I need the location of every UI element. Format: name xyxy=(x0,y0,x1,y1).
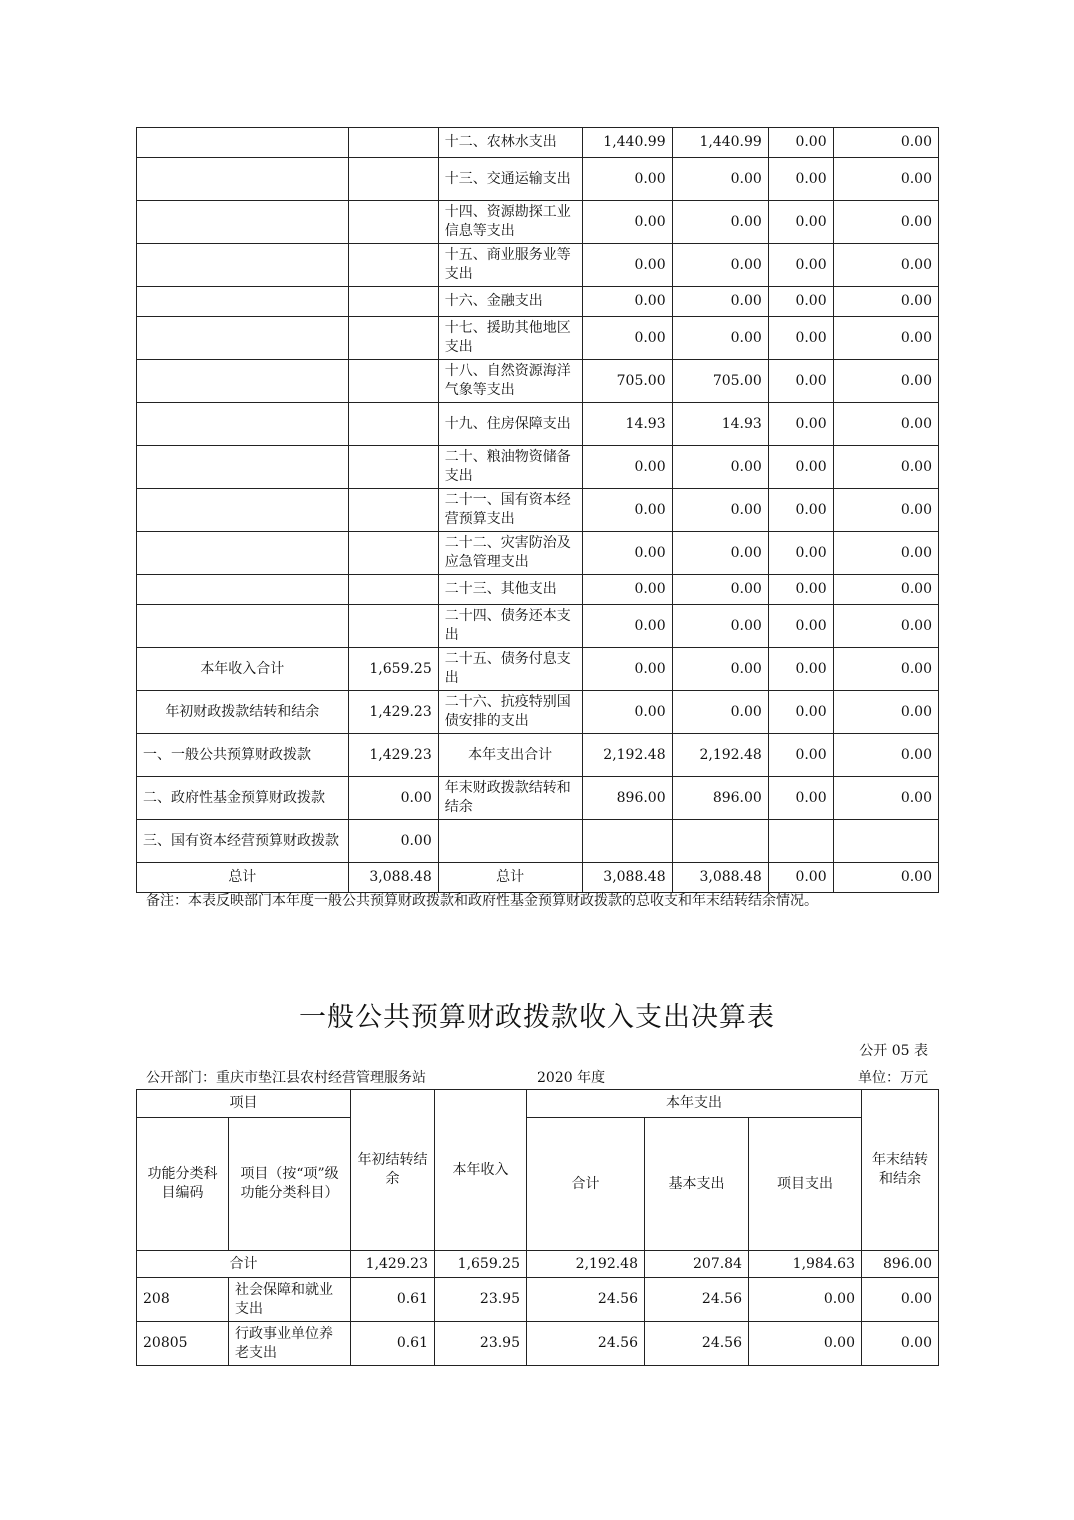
value-total: 0.00 xyxy=(582,244,672,287)
total-row-label: 合计 xyxy=(137,1251,351,1278)
value-total: 0.00 xyxy=(582,489,672,532)
value-4: 0.00 xyxy=(833,777,938,820)
table-row xyxy=(137,575,939,605)
value-2: 705.00 xyxy=(672,360,768,403)
value-2: 14.93 xyxy=(672,403,768,446)
value-3: 0.00 xyxy=(768,201,833,244)
header-basic: 基本支出 xyxy=(645,1118,749,1251)
value-3: 0.00 xyxy=(768,360,833,403)
left-label xyxy=(137,532,349,575)
expense-item: 二十二、灾害防治及应急管理支出 xyxy=(438,532,582,575)
value-2: 896.00 xyxy=(672,777,768,820)
value-3: 0.00 xyxy=(768,777,833,820)
row-basic: 24.56 xyxy=(645,1322,749,1366)
value-4: 0.00 xyxy=(833,648,938,691)
value-total: 0.00 xyxy=(582,287,672,317)
value-2: 0.00 xyxy=(672,605,768,648)
value-total xyxy=(582,820,672,863)
value-3: 0.00 xyxy=(768,317,833,360)
table-row xyxy=(137,777,939,820)
left-value xyxy=(348,244,438,287)
value-3 xyxy=(768,820,833,863)
table-row xyxy=(137,1322,939,1366)
table-row xyxy=(137,403,939,446)
value-3: 0.00 xyxy=(768,446,833,489)
left-label xyxy=(137,317,349,360)
expense-item: 本年支出合计 xyxy=(438,734,582,777)
left-value: 3,088.48 xyxy=(348,863,438,893)
value-3: 0.00 xyxy=(768,863,833,893)
left-label xyxy=(137,605,349,648)
unit-label: 单位：万元 xyxy=(858,1070,928,1086)
left-value: 1,429.23 xyxy=(348,691,438,734)
value-total: 0.00 xyxy=(582,201,672,244)
table-row xyxy=(137,532,939,575)
left-label xyxy=(137,201,349,244)
value-total: 0.00 xyxy=(582,605,672,648)
header-item-name: 项目（按“项”级功能分类科目） xyxy=(229,1118,351,1251)
value-4: 0.00 xyxy=(833,287,938,317)
value-2: 0.00 xyxy=(672,691,768,734)
value-3: 0.00 xyxy=(768,605,833,648)
value-2: 0.00 xyxy=(672,648,768,691)
department-label: 公开部门：重庆市垫江县农村经营管理服务站 xyxy=(146,1070,426,1086)
expense-item: 十二、农林水支出 xyxy=(438,128,582,158)
left-value xyxy=(348,532,438,575)
expense-item: 十三、交通运输支出 xyxy=(438,158,582,201)
value-4 xyxy=(833,820,938,863)
value-4: 0.00 xyxy=(833,158,938,201)
value-4: 0.00 xyxy=(833,244,938,287)
value-2: 0.00 xyxy=(672,158,768,201)
expense-item: 十七、援助其他地区支出 xyxy=(438,317,582,360)
value-3: 0.00 xyxy=(768,532,833,575)
table-number: 公开 05 表 xyxy=(859,1043,928,1059)
row-end: 0.00 xyxy=(862,1322,939,1366)
table-row xyxy=(137,648,939,691)
row-project: 0.00 xyxy=(749,1322,862,1366)
left-label: 年初财政拨款结转和结余 xyxy=(137,691,349,734)
value-4: 0.00 xyxy=(833,605,938,648)
table-row xyxy=(137,317,939,360)
value-2: 2,192.48 xyxy=(672,734,768,777)
value-total: 0.00 xyxy=(582,446,672,489)
value-total: 2,192.48 xyxy=(582,734,672,777)
left-value xyxy=(348,360,438,403)
row-project: 0.00 xyxy=(749,1278,862,1322)
value-total: 14.93 xyxy=(582,403,672,446)
left-label: 总计 xyxy=(137,863,349,893)
row-total: 24.56 xyxy=(527,1278,645,1322)
left-value xyxy=(348,128,438,158)
row-income: 23.95 xyxy=(435,1322,527,1366)
value-3: 0.00 xyxy=(768,734,833,777)
header-project: 项目 xyxy=(137,1090,351,1118)
left-value: 1,429.23 xyxy=(348,734,438,777)
expense-item: 十四、资源勘探工业信息等支出 xyxy=(438,201,582,244)
value-total: 0.00 xyxy=(582,575,672,605)
left-value xyxy=(348,317,438,360)
table-row xyxy=(137,863,939,893)
expense-item: 二十六、抗疫特别国债安排的支出 xyxy=(438,691,582,734)
value-3: 0.00 xyxy=(768,287,833,317)
left-value xyxy=(348,201,438,244)
row-begin: 0.61 xyxy=(351,1278,435,1322)
general-budget-table xyxy=(136,1089,939,1366)
left-value xyxy=(348,287,438,317)
value-2: 0.00 xyxy=(672,446,768,489)
value-total: 3,088.48 xyxy=(582,863,672,893)
expense-item xyxy=(438,820,582,863)
left-value: 0.00 xyxy=(348,820,438,863)
left-value: 1,659.25 xyxy=(348,648,438,691)
value-4: 0.00 xyxy=(833,734,938,777)
value-3: 0.00 xyxy=(768,489,833,532)
expense-item: 十五、商业服务业等支出 xyxy=(438,244,582,287)
value-3: 0.00 xyxy=(768,128,833,158)
value-2: 1,440.99 xyxy=(672,128,768,158)
left-label xyxy=(137,403,349,446)
value-2: 0.00 xyxy=(672,489,768,532)
left-value xyxy=(348,575,438,605)
value-total: 896.00 xyxy=(582,777,672,820)
value-2: 0.00 xyxy=(672,317,768,360)
left-label xyxy=(137,244,349,287)
value-2: 0.00 xyxy=(672,287,768,317)
value-4: 0.00 xyxy=(833,201,938,244)
value-3: 0.00 xyxy=(768,691,833,734)
value-3: 0.00 xyxy=(768,158,833,201)
left-value xyxy=(348,489,438,532)
value-3: 0.00 xyxy=(768,575,833,605)
header-begin-balance: 年初结转结余 xyxy=(351,1090,435,1251)
value-4: 0.00 xyxy=(833,532,938,575)
table-row xyxy=(137,489,939,532)
value-4: 0.00 xyxy=(833,575,938,605)
value-4: 0.00 xyxy=(833,128,938,158)
row-name: 社会保障和就业支出 xyxy=(229,1278,351,1322)
value-2: 0.00 xyxy=(672,201,768,244)
row-income: 23.95 xyxy=(435,1278,527,1322)
value-4: 0.00 xyxy=(833,691,938,734)
fiscal-summary-table xyxy=(136,127,939,893)
table-note: 备注：本表反映部门本年度一般公共预算财政拨款和政府性基金预算财政拨款的总收支和年末结转结余情况。 xyxy=(146,893,818,909)
value-4: 0.00 xyxy=(833,863,938,893)
row-end: 0.00 xyxy=(862,1278,939,1322)
value-4: 0.00 xyxy=(833,360,938,403)
left-label xyxy=(137,575,349,605)
total-income: 1,659.25 xyxy=(435,1251,527,1278)
table-row xyxy=(137,1278,939,1322)
table-row xyxy=(137,691,939,734)
value-total: 0.00 xyxy=(582,532,672,575)
value-3: 0.00 xyxy=(768,648,833,691)
row-begin: 0.61 xyxy=(351,1322,435,1366)
row-code: 20805 xyxy=(137,1322,229,1366)
total-end: 896.00 xyxy=(862,1251,939,1278)
value-4: 0.00 xyxy=(833,489,938,532)
left-label: 本年收入合计 xyxy=(137,648,349,691)
expense-item: 二十三、其他支出 xyxy=(438,575,582,605)
expense-item: 十八、自然资源海洋气象等支出 xyxy=(438,360,582,403)
left-label xyxy=(137,128,349,158)
left-label: 三、国有资本经营预算财政拨款 xyxy=(137,820,349,863)
table-row xyxy=(137,446,939,489)
left-label xyxy=(137,360,349,403)
expense-item: 二十、粮油物资储备支出 xyxy=(438,446,582,489)
page-title: 一般公共预算财政拨款收入支出决算表 xyxy=(299,1002,775,1033)
expense-item: 二十五、债务付息支出 xyxy=(438,648,582,691)
total-project: 1,984.63 xyxy=(749,1251,862,1278)
value-2: 3,088.48 xyxy=(672,863,768,893)
table-row xyxy=(137,360,939,403)
header-income: 本年收入 xyxy=(435,1090,527,1251)
header-code: 功能分类科目编码 xyxy=(137,1118,229,1251)
table-row xyxy=(137,820,939,863)
table-row xyxy=(137,201,939,244)
header-expense: 本年支出 xyxy=(527,1090,862,1118)
expense-item: 十六、金融支出 xyxy=(438,287,582,317)
table-row xyxy=(137,158,939,201)
table-row xyxy=(137,605,939,648)
total-basic: 207.84 xyxy=(645,1251,749,1278)
expense-item: 十九、住房保障支出 xyxy=(438,403,582,446)
left-value xyxy=(348,403,438,446)
left-value xyxy=(348,158,438,201)
left-label xyxy=(137,489,349,532)
total-begin: 1,429.23 xyxy=(351,1251,435,1278)
table-row xyxy=(137,244,939,287)
table-row xyxy=(137,734,939,777)
left-label: 二、政府性基金预算财政拨款 xyxy=(137,777,349,820)
value-total: 705.00 xyxy=(582,360,672,403)
value-3: 0.00 xyxy=(768,244,833,287)
fiscal-year: 2020 年度 xyxy=(537,1070,606,1086)
header-total: 合计 xyxy=(527,1118,645,1251)
left-label: 一、一般公共预算财政拨款 xyxy=(137,734,349,777)
value-total: 0.00 xyxy=(582,691,672,734)
value-total: 1,440.99 xyxy=(582,128,672,158)
value-total: 0.00 xyxy=(582,648,672,691)
left-value xyxy=(348,605,438,648)
value-2 xyxy=(672,820,768,863)
header-end-balance: 年末结转和结余 xyxy=(862,1090,939,1251)
expense-item: 年末财政拨款结转和结余 xyxy=(438,777,582,820)
header-project-expense: 项目支出 xyxy=(749,1118,862,1251)
left-value: 0.00 xyxy=(348,777,438,820)
value-2: 0.00 xyxy=(672,575,768,605)
row-total: 24.56 xyxy=(527,1322,645,1366)
left-label xyxy=(137,446,349,489)
value-3: 0.00 xyxy=(768,403,833,446)
left-label xyxy=(137,158,349,201)
total-expense: 2,192.48 xyxy=(527,1251,645,1278)
value-2: 0.00 xyxy=(672,244,768,287)
expense-item: 二十一、国有资本经营预算支出 xyxy=(438,489,582,532)
expense-item: 二十四、债务还本支出 xyxy=(438,605,582,648)
value-2: 0.00 xyxy=(672,532,768,575)
expense-item: 总计 xyxy=(438,863,582,893)
value-4: 0.00 xyxy=(833,403,938,446)
table-row xyxy=(137,128,939,158)
value-total: 0.00 xyxy=(582,158,672,201)
row-basic: 24.56 xyxy=(645,1278,749,1322)
left-label xyxy=(137,287,349,317)
row-name: 行政事业单位养老支出 xyxy=(229,1322,351,1366)
row-code: 208 xyxy=(137,1278,229,1322)
value-4: 0.00 xyxy=(833,446,938,489)
value-total: 0.00 xyxy=(582,317,672,360)
left-value xyxy=(348,446,438,489)
table-row xyxy=(137,287,939,317)
value-4: 0.00 xyxy=(833,317,938,360)
